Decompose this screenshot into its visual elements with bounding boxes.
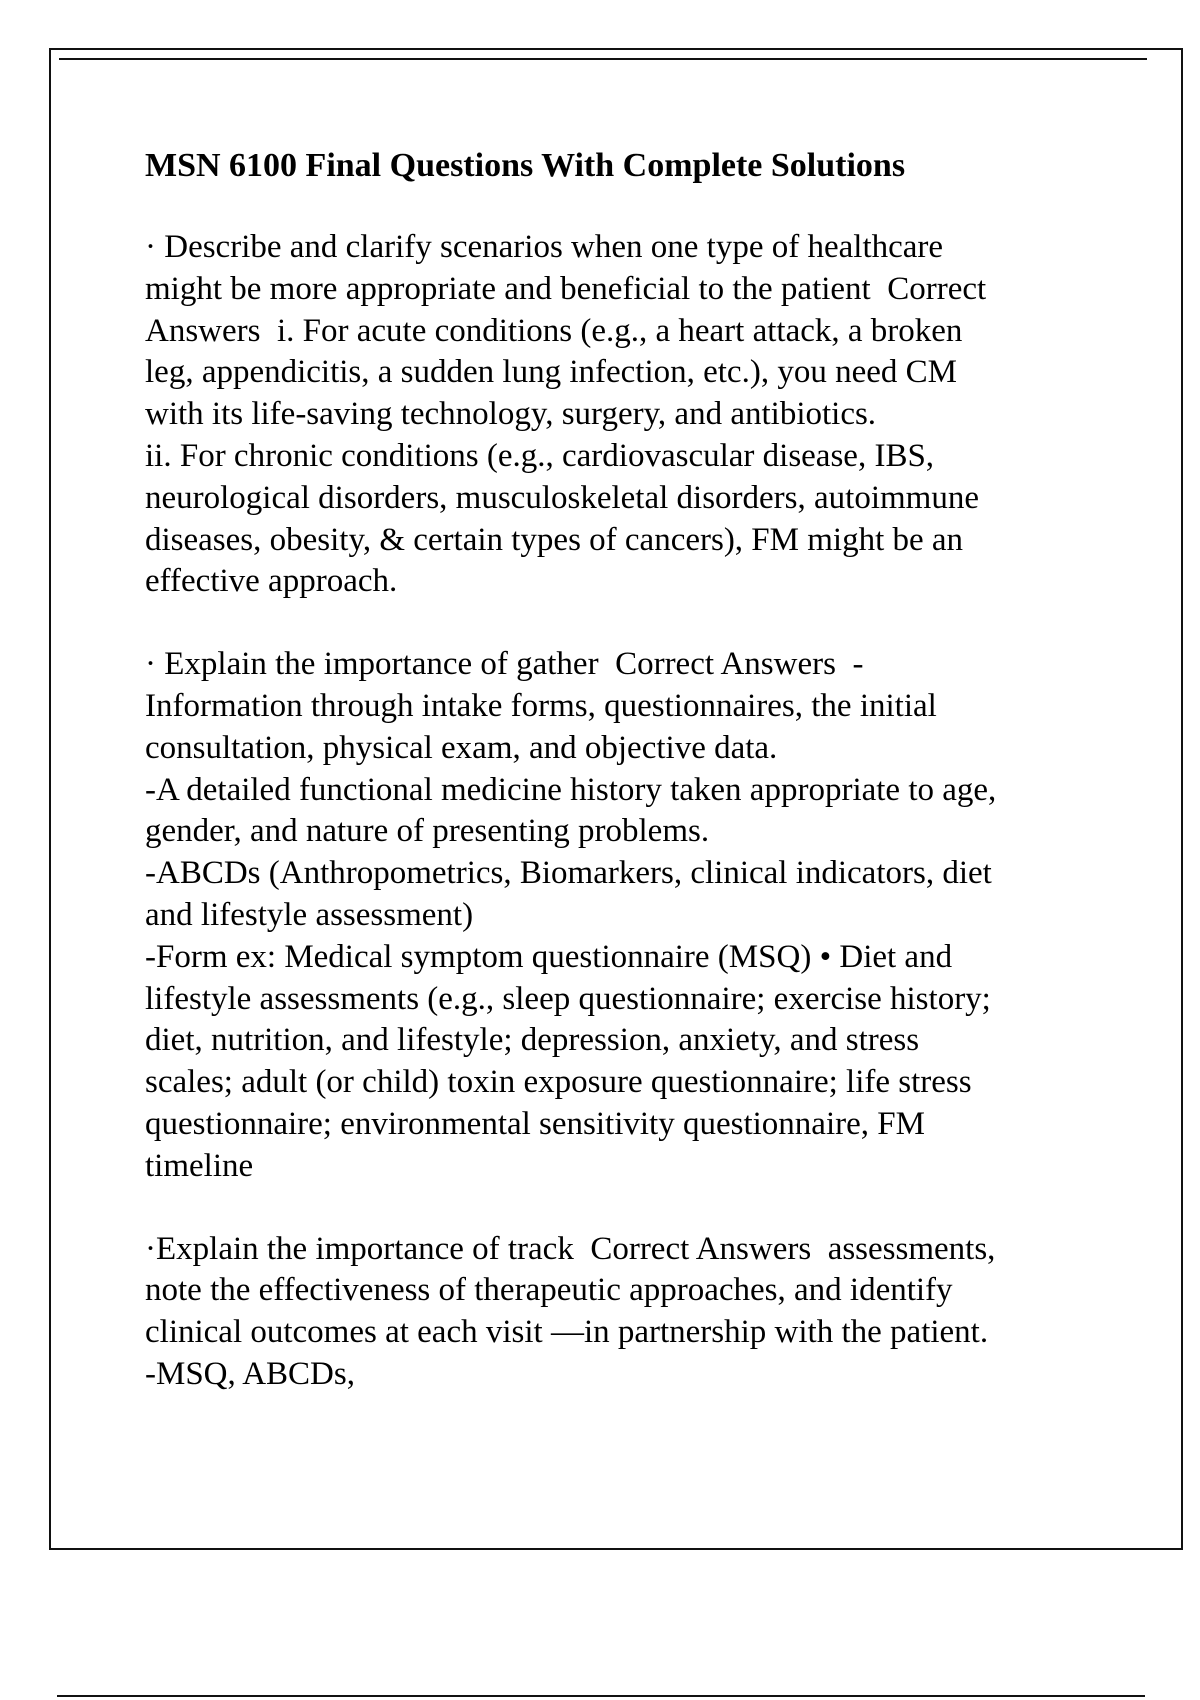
top-rule bbox=[59, 58, 1147, 60]
text-line: and lifestyle assessment) bbox=[145, 896, 474, 933]
text-line: note the effectiveness of therapeutic approaches, and identify bbox=[145, 1272, 953, 1309]
text-line: diseases, obesity, & certain types of cancers), FM might be an bbox=[145, 521, 964, 558]
text-line: -A detailed functional medicine history taken appropriate to age, bbox=[145, 771, 997, 808]
text-line: effective approach. bbox=[145, 563, 398, 600]
qa-block-1 bbox=[145, 227, 1105, 603]
text-line: gender, and nature of presenting problems. bbox=[145, 813, 710, 850]
text-line: Information through intake forms, questionnaires, the initial bbox=[145, 687, 937, 724]
text-line: might be more appropriate and beneficial to the patient Correct bbox=[145, 270, 987, 307]
document-title: MSN 6100 Final Questions With Complete Solutions bbox=[145, 147, 906, 184]
qa-block-2 bbox=[145, 644, 1105, 1187]
qa-block-3 bbox=[145, 1229, 1105, 1396]
text-line: -MSQ, ABCDs, bbox=[145, 1355, 355, 1392]
text-line: neurological disorders, musculoskeletal disorders, autoimmune bbox=[145, 479, 979, 516]
text-line: leg, appendicitis, a sudden lung infection, etc.), you need CM bbox=[145, 354, 957, 391]
text-line: · Describe and clarify scenarios when one type of healthcare bbox=[145, 229, 944, 265]
text-line: ·Explain the importance of track Correct Answers assessments, bbox=[145, 1230, 996, 1267]
text-line: Answers i. For acute conditions (e.g., a heart attack, a broken bbox=[145, 312, 963, 349]
text-line: clinical outcomes at each visit —in partnership with the patient. bbox=[145, 1314, 989, 1351]
bottom-rule bbox=[57, 1695, 1145, 1697]
text-line: with its life-saving technology, surgery, and antibiotics. bbox=[145, 396, 877, 433]
text-line: consultation, physical exam, and objective data. bbox=[145, 729, 778, 766]
text-line: · Explain the importance of gather Correct Answers - bbox=[145, 646, 864, 683]
text-line: timeline bbox=[145, 1147, 254, 1184]
text-line: -Form ex: Medical symptom questionnaire (MSQ) • Diet and bbox=[145, 938, 953, 975]
text-line: scales; adult (or child) toxin exposure questionnaire; life stress bbox=[145, 1064, 972, 1101]
document-content bbox=[145, 145, 1105, 1396]
text-line: questionnaire; environmental sensitivity questionnaire, FM bbox=[145, 1105, 925, 1142]
text-line: diet, nutrition, and lifestyle; depression, anxiety, and stress bbox=[145, 1022, 920, 1059]
text-line: ii. For chronic conditions (e.g., cardiovascular disease, IBS, bbox=[145, 437, 935, 474]
text-line: -ABCDs (Anthropometrics, Biomarkers, clinical indicators, diet bbox=[145, 855, 992, 892]
text-line: lifestyle assessments (e.g., sleep questionnaire; exercise history; bbox=[145, 980, 991, 1017]
